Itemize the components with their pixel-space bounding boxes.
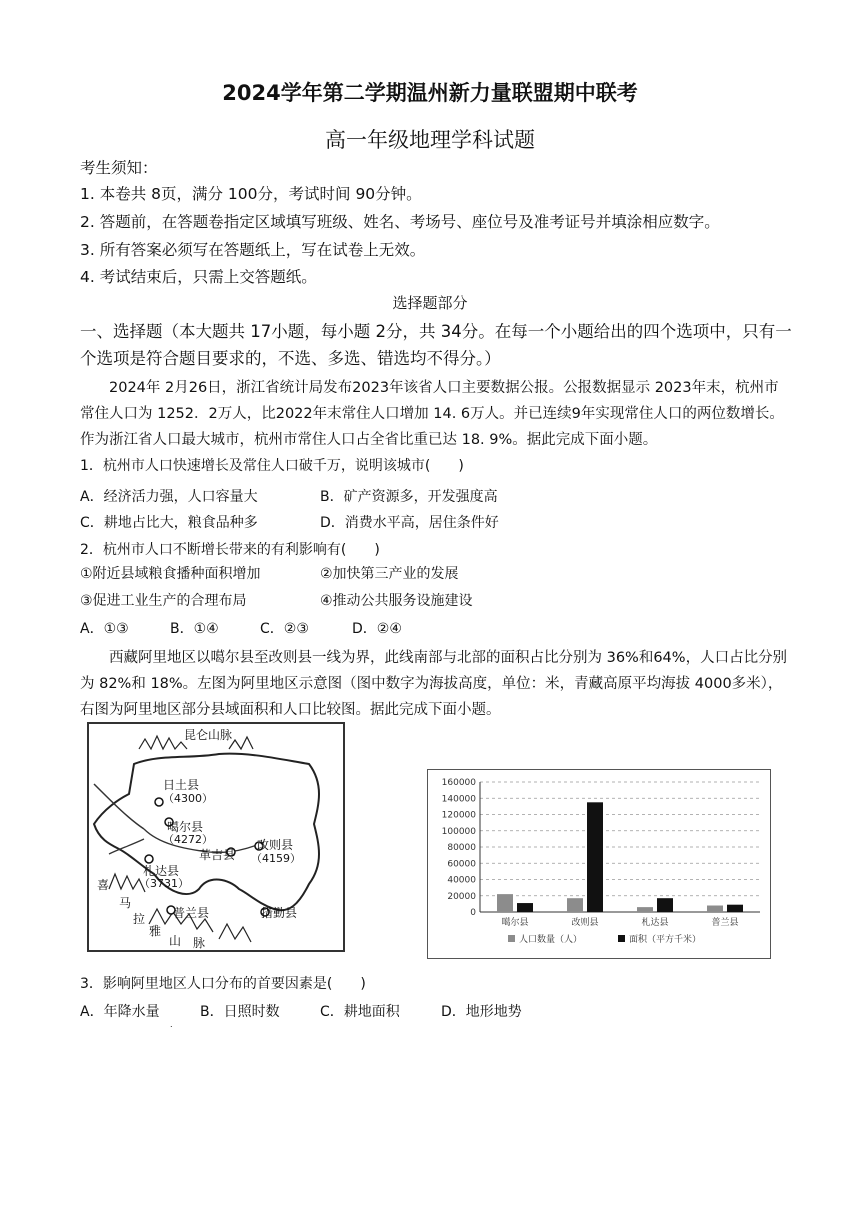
q3-option-b[interactable]: B．日照时数 (200, 1004, 280, 1020)
y-tick-label: 40000 (447, 875, 476, 886)
x-tick-label: 噶尔县 (501, 918, 529, 928)
q2-item-1: ①附近县域粮食播种面积增加 (80, 566, 261, 582)
stray-mark: . (170, 1020, 173, 1029)
q2-item-2: ②加快第三产业的发展 (320, 566, 459, 582)
legend-label: 人口数量（人） (519, 935, 583, 945)
rule-2: 2. 答题前，在答题卷指定区域填写班级、姓名、考场号、座位号及准考证号并填涂相应数字。 (80, 213, 720, 231)
bar-chart-svg (428, 770, 770, 958)
x-tick-label: 普兰县 (711, 918, 739, 928)
question-3-stem: 3．影响阿里地区人口分布的首要因素是( ) (80, 976, 366, 992)
legend-label: 面积（平方千米） (629, 935, 702, 945)
map-label-geji: 革吉县 (199, 848, 236, 862)
exam-title: 2024学年第二学期温州新力量联盟期中联考 (222, 81, 638, 105)
bar-area (657, 898, 673, 912)
y-tick-label: 100000 (441, 826, 476, 837)
passage-2: 西藏阿里地区以噶尔县至改则县一线为界，此线南部与北部的面积占比分别为 36%和64%，人口占比分别为 82%和 18%。左图为阿里地区示意图（图中数字为海拔高度，单位：米，青藏高原平均海拔 4000多米），右图为阿里地区部分县域面积和人口比较图。据此完成下面小题。 (80, 650, 788, 718)
bar-population (497, 894, 513, 912)
map-elev-zanda: （3731） (139, 877, 189, 890)
bar-population (707, 906, 723, 913)
q3-option-c[interactable]: C．耕地面积 (320, 1004, 400, 1020)
q2-item-3: ③促进工业生产的合理布局 (80, 593, 247, 609)
map-label-hima-2: 马 (119, 896, 132, 910)
y-tick-label: 0 (470, 908, 476, 918)
bar-area (727, 905, 743, 912)
q1-option-b[interactable]: B．矿产资源多，开发强度高 (320, 489, 498, 505)
question-1-stem: 1．杭州市人口快速增长及常住人口破千万，说明该城市( ) (80, 458, 464, 474)
map-label-hima-5: 山 (169, 934, 182, 948)
map-label-hima-6: 脉 (193, 936, 206, 950)
map-elev-ritu: （4300） (163, 792, 213, 805)
map-label-pulan: 普兰县 (173, 906, 210, 920)
map-label-hima-4: 雅 (149, 924, 162, 938)
map-label-ritu: 日土县 (163, 778, 200, 792)
y-tick-label: 160000 (441, 778, 476, 788)
part-title: 选择题部分 (392, 294, 468, 312)
q3-option-a[interactable]: A．年降水量 (80, 1004, 160, 1020)
q1-option-d[interactable]: D．消费水平高，居住条件好 (320, 515, 499, 531)
ali-region-map (87, 722, 345, 952)
q2-option-b[interactable]: B．①④ (170, 621, 219, 637)
q3-option-d[interactable]: D．地形地势 (441, 1004, 522, 1020)
rule-3: 3. 所有答案必须写在答题纸上，写在试卷上无效。 (80, 241, 426, 259)
q2-option-d[interactable]: D．②④ (352, 621, 402, 637)
bar-area (587, 802, 603, 912)
legend-swatch (508, 935, 515, 942)
rule-1: 1. 本卷共 8页，满分 100分，考试时间 90分钟。 (80, 185, 422, 203)
legend-swatch (618, 935, 625, 942)
q1-option-a[interactable]: A．经济活力强，人口容量大 (80, 489, 258, 505)
passage-1: 2024年 2月26日，浙江省统计局发布2023年该省人口主要数据公报。公报数据显示 2023年末，杭州市常住人口为 1252．2万人，比2022年末常住人口增加 14. 6万人。并已连续9年实现常住人口的两位数增长。作为浙江省人口最大城市，杭州市常住人口占全省比重已达 18. 9%。据此完成下面小题。 (80, 380, 784, 448)
y-tick-label: 120000 (441, 810, 476, 821)
bar-area (517, 903, 533, 912)
q2-item-4: ④推动公共服务设施建设 (320, 593, 473, 609)
q2-option-c[interactable]: C．②③ (260, 621, 309, 637)
bar-population (567, 898, 583, 912)
county-area-population-chart (427, 769, 771, 959)
bar-population (637, 907, 653, 912)
q1-option-c[interactable]: C．耕地占比大，粮食品种多 (80, 515, 258, 531)
x-tick-label: 改则县 (571, 918, 599, 928)
map-label-kunlun: 昆仑山脉 (184, 728, 233, 742)
map-label-zanda: 札达县 (143, 864, 180, 878)
y-tick-label: 60000 (447, 859, 476, 870)
x-tick-label: 札达县 (641, 918, 669, 928)
map-label-cuoqin: 措勤县 (261, 906, 298, 920)
question-2-stem: 2．杭州市人口不断增长带来的有利影响有( ) (80, 542, 380, 558)
q2-option-a[interactable]: A．①③ (80, 621, 129, 637)
exam-subtitle: 高一年级地理学科试题 (325, 128, 535, 152)
map-label-hima-1: 喜 (97, 878, 110, 892)
map-elev-gaize: （4159） (251, 852, 301, 865)
notice-heading: 考生须知： (80, 159, 158, 177)
y-tick-label: 80000 (447, 843, 476, 853)
section-instruction: 一、选择题（本大题共 17小题，每小题 2分，共 34分。在每一个小题给出的四个选项中，只有一个选项是符合题目要求的，不选、多选、错选均不得分。） (80, 322, 792, 368)
map-label-gaize: 改则县 (257, 838, 294, 852)
rule-4: 4. 考试结束后，只需上交答题纸。 (80, 268, 317, 286)
y-tick-label: 140000 (441, 794, 476, 805)
map-label-gar: 噶尔县 (167, 820, 204, 834)
map-elev-gar: （4272） (163, 833, 213, 846)
map-label-hima-3: 拉 (133, 912, 146, 926)
y-tick-label: 20000 (447, 891, 476, 902)
